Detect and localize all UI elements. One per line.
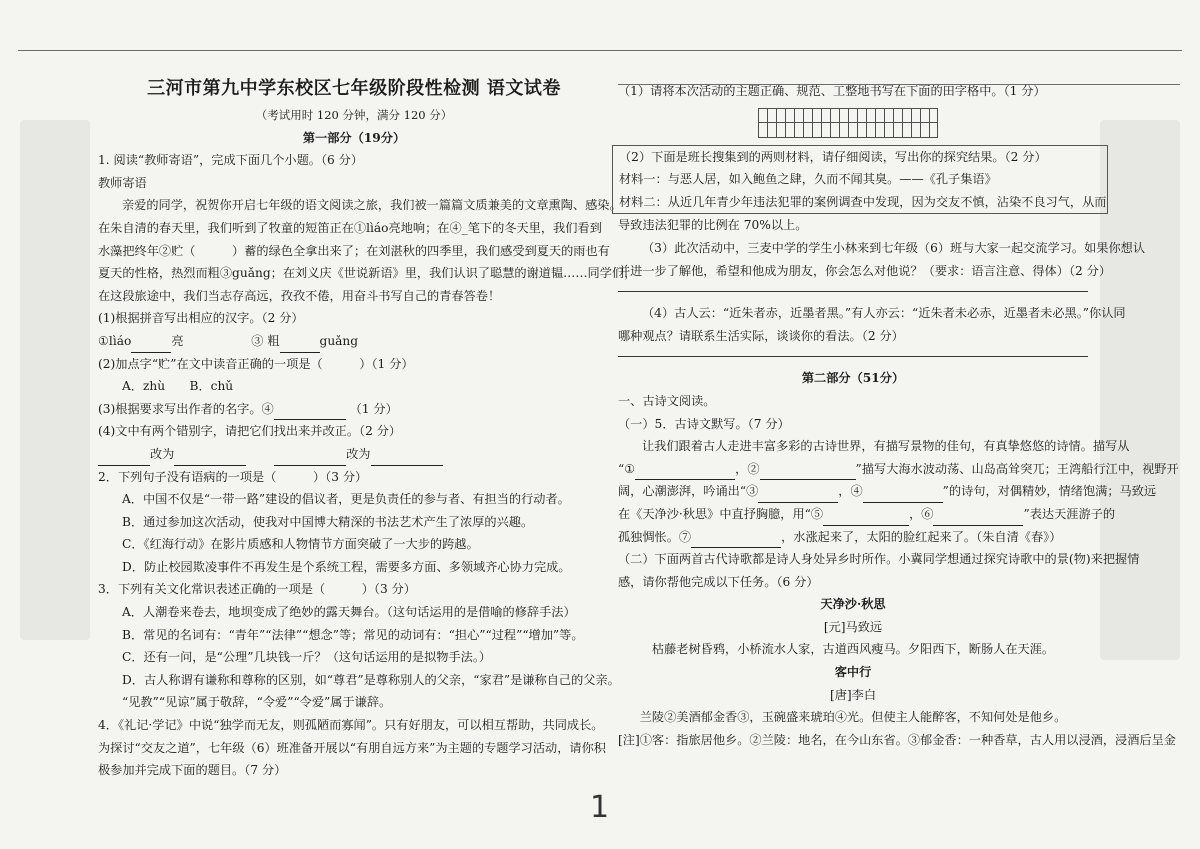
page-number: 1	[590, 790, 610, 825]
poem1-title: 天净沙·秋思	[820, 597, 886, 612]
answer-line[interactable]	[618, 356, 1088, 357]
q1-1-b-tail: guǎng	[319, 333, 359, 348]
q1-4-b: 改为	[346, 446, 371, 461]
q4-line-3: 极参加并完成下面的题目。（7 分）	[98, 763, 287, 778]
answer-blank[interactable]	[174, 451, 246, 466]
q6-stem: （二）下面两首古代诗歌都是诗人身处异乡时所作。小冀同学想通过探究诗歌中的景(物)来把握情	[618, 552, 1140, 567]
poem-notes: [注]①客：指旅居他乡。②兰陵：地名，在今山东省。③郁金香：一种香草，古人用以浸酒，浸酒后呈金	[618, 732, 1176, 747]
poem1-text: 枯藤老树昏鸦，小桥流水人家，古道西风瘦马。夕阳西下，断肠人在天涯。	[651, 642, 1055, 657]
q5-line-2	[618, 480, 1157, 503]
answer-blank[interactable]	[274, 405, 346, 420]
section-1-heading: 一、古诗文阅读。	[618, 393, 716, 408]
q1-3-text: (3)根据要求写出作者的名字。④	[98, 401, 274, 416]
q5-line-1	[618, 458, 1179, 481]
bleed-through-right	[1100, 120, 1180, 660]
left-column	[98, 74, 637, 782]
answer-blank[interactable]	[863, 488, 943, 503]
bleed-through-left	[20, 120, 90, 640]
blank-label-2: ，②	[735, 461, 760, 476]
blank-label-1: “①	[618, 461, 636, 476]
passage-line-2: 在朱自清的春天里，我们听到了牧童的短笛正在①lìáo亮地响；在④_笔下的冬天里，我们看到	[98, 220, 602, 235]
tianzige-cell[interactable]	[866, 108, 884, 138]
blank-label-6: ，⑥	[909, 506, 934, 521]
q1-1-a-label: ①lìáo	[98, 333, 132, 348]
material-2-cont: 导致违法犯罪的比例在 70%以上。	[618, 218, 808, 233]
part1-heading: 第一部分（19分）	[302, 130, 406, 145]
material-box	[612, 145, 1108, 215]
q3-option-c: C．还有一问，是“公理”几块钱一斤？（这句话运用的是拟物手法。）	[122, 650, 492, 665]
answer-blank[interactable]	[691, 533, 781, 548]
q5-line-3-tail: ”表达天涯游子的	[1023, 506, 1116, 521]
q1-4-a: 改为	[150, 446, 175, 461]
tianzige-cell[interactable]	[848, 108, 866, 138]
passage-line-3: 水藻把终年②贮（ ）蓄的绿色全拿出来了；在刘湛秋的四季里，我们感受到夏天的雨也有	[98, 243, 610, 258]
q1-stem: 1. 阅读“教师寄语”，完成下面几个小题。（6 分）	[98, 153, 364, 168]
material-1: 材料一：与恶人居，如入鲍鱼之肆，久而不闻其臭。——《孔子集语》	[619, 172, 997, 187]
q4-1: （1）请将本次活动的主题正确、规范、工整地书写在下面的田字格中。（1 分）	[618, 84, 1046, 98]
material-2: 材料二：从近几年青少年违法犯罪的案例调查中发现，因为交友不慎，沾染不良习气，从而	[619, 194, 1107, 209]
exam-title: 三河市第九中学东校区七年级阶段性检测 语文试卷	[147, 78, 561, 99]
q3-option-b: B．常见的名词有：“青年”“法律”“想念”等；常见的动词有：“担心”“过程”“增加”等。	[122, 627, 584, 642]
top-fold-line	[18, 50, 1182, 51]
q1-2: (2)加点字“贮”在文中读音正确的一项是（ ）（1 分）	[98, 356, 414, 371]
tianzige-cell[interactable]	[830, 108, 848, 138]
tianzige-cell[interactable]	[758, 108, 776, 138]
q1-3-tail: （1 分）	[349, 401, 398, 416]
q1-1-a-tail: 亮	[171, 333, 184, 348]
blank-label-7: 孤独惆怅。⑦	[618, 529, 692, 544]
q1-label: 教师寄语	[98, 175, 147, 190]
q4-3: （3）此次活动中，三麦中学的学生小林来到七年级（6）班与大家一起交流学习。如果你想认	[642, 240, 1146, 255]
tianzige-cell[interactable]	[794, 108, 812, 138]
answer-blank[interactable]	[371, 451, 443, 466]
q3: 3．下列有关文化常识表述正确的一项是（ ）（3 分）	[98, 582, 416, 597]
passage-line-1: 亲爱的同学，祝贺你开启七年级的语文阅读之旅，我们被一篇篇文质兼美的文章熏陶、感染。	[122, 198, 622, 213]
answer-blank[interactable]	[635, 465, 735, 480]
q5-line-4-tail: ，水涨起来了，太阳的脸红起来了。（朱自清《春》）	[781, 529, 1062, 544]
q5-heading: （一）5．古诗文默写。（7 分）	[618, 416, 790, 431]
q4-line-1: 4．《礼记·学记》中说“独学而无友，则孤陋而寡闻”。只有好朋友，可以相互帮助，共同成长。	[98, 718, 604, 733]
q1-4-answers	[98, 443, 610, 466]
poem2-title: 客中行	[834, 665, 872, 680]
tianzige-grid[interactable]	[758, 108, 1088, 140]
q4-4-cont: 哪种观点？请联系生活实际，谈谈你的看法。（2 分）	[618, 328, 904, 343]
blank-label-5: 在《天净沙·秋思》中直抒胸臆，用“⑤	[618, 506, 824, 521]
answer-blank[interactable]	[760, 465, 856, 480]
q2-option-a: A．中国不仅是“一带一路”建设的倡议者，更是负责任的参与者、有担当的行动者。	[122, 492, 570, 507]
q4-2: （2）下面是班长搜集到的两则材料，请仔细阅读，写出你的探究结果。（2 分）	[619, 149, 1047, 164]
part2-heading: 第二部分（51分）	[801, 371, 905, 386]
q3-option-d: D．古人称谓有谦称和尊称的区别，如“尊君”是尊称别人的父亲，“家君”是谦称自己的父亲。	[122, 672, 620, 687]
answer-blank[interactable]	[131, 338, 171, 353]
tianzige-cell[interactable]	[812, 108, 830, 138]
q2-option-b: B．通过参加这次活动，使我对中国博大精深的书法艺术产生了浓厚的兴趣。	[122, 514, 534, 529]
tianzige-cell[interactable]	[884, 108, 902, 138]
answer-blank[interactable]	[823, 511, 909, 526]
q2-option-d: D．防止校园欺凌事件不再发生是个系统工程，需要多方面、多领域齐心协力完成。	[122, 559, 571, 574]
q5-intro: 让我们跟着古人走进丰富多彩的古诗世界，有描写景物的佳句，有真挚悠悠的诗情。描写从	[642, 439, 1130, 454]
q2-option-c: C．《红海行动》在影片质感和人物情节方面突破了一大步的跨越。	[122, 537, 479, 552]
passage-line-5: 在这段旅途中，我们当志存高远，孜孜不倦，用奋斗书写自己的青春答卷！	[98, 288, 501, 303]
poem1-author: [元]马致远	[823, 619, 883, 634]
q1-2-options: A．zhù B．chǔ	[122, 379, 234, 394]
q4-4: （4）古人云：“近朱者赤，近墨者黑。”有人亦云：“近朱者未必赤，近墨者未必黑。”你认同	[642, 306, 1126, 321]
q5-line-3	[618, 503, 1116, 526]
q5-line-4	[618, 526, 1088, 549]
q1-1: (1)根据拼音写出相应的汉字。（2 分）	[98, 311, 304, 326]
q5-line-2-tail: ”的诗句，对偶精妙，情绪饱满；马致远	[942, 484, 1157, 499]
q3-option-d-cont: “见教”“见谅”属于敬辞，“令爱”“令爱”属于谦辞。	[122, 695, 392, 710]
answer-blank[interactable]	[280, 338, 320, 353]
answer-blank[interactable]	[274, 451, 346, 466]
q1-1-b-label: ③ 粗	[251, 333, 280, 348]
poem2-author: [唐]李白	[829, 687, 877, 702]
answer-blank[interactable]	[98, 451, 150, 466]
answer-blank[interactable]	[933, 511, 1023, 526]
q1-1-answers	[98, 330, 610, 353]
q1-4: (4)文中有两个错别字，请把它们找出来并改正。（2 分）	[98, 424, 402, 439]
exam-info: （考试用时 120 分钟，满分 120 分）	[255, 108, 453, 122]
q3-option-a: A．人潮卷来卷去，地坝变成了绝妙的露天舞台。（这句话运用的是借喻的修辞手法）	[122, 605, 576, 620]
q4-line-2: 为探讨“交友之道”，七年级（6）班准备开展以“有朋自远方来”为主题的专题学习活动，请你积	[98, 740, 606, 755]
q6-stem-cont: 感，请你帮他完成以下任务。（6 分）	[618, 574, 819, 589]
answer-blank[interactable]	[758, 488, 838, 503]
q1-3	[98, 398, 610, 421]
q2: 2．下列句子没有语病的一项是（ ）（3 分）	[98, 469, 368, 484]
tianzige-cell[interactable]	[920, 108, 938, 138]
blank-label-3: 阔，心潮澎湃，吟诵出“③	[618, 484, 759, 499]
tianzige-cell[interactable]	[776, 108, 794, 138]
answer-line[interactable]	[618, 291, 1088, 292]
poem2-text: 兰陵②美酒郁金香③，玉碗盛来琥珀④光。但使主人能醉客，不知何处是他乡。	[639, 710, 1067, 725]
q4-3-cont: 并进一步了解他，希望和他成为朋友，你会怎么对他说？（要求：语言注意、得体）（2 分）	[618, 263, 1112, 278]
tianzige-cell[interactable]	[902, 108, 920, 138]
q5-line-1-tail: ”描写大海水波动荡、山岛高耸突兀；王湾船行江中，视野开	[855, 461, 1179, 476]
right-column	[618, 80, 1179, 751]
passage-line-4: 夏天的性格，热烈而粗③guǎng；在刘义庆《世说新语》里，我们认识了聪慧的谢道韫……同学们，	[98, 266, 637, 281]
blank-label-4: ，④	[838, 484, 863, 499]
